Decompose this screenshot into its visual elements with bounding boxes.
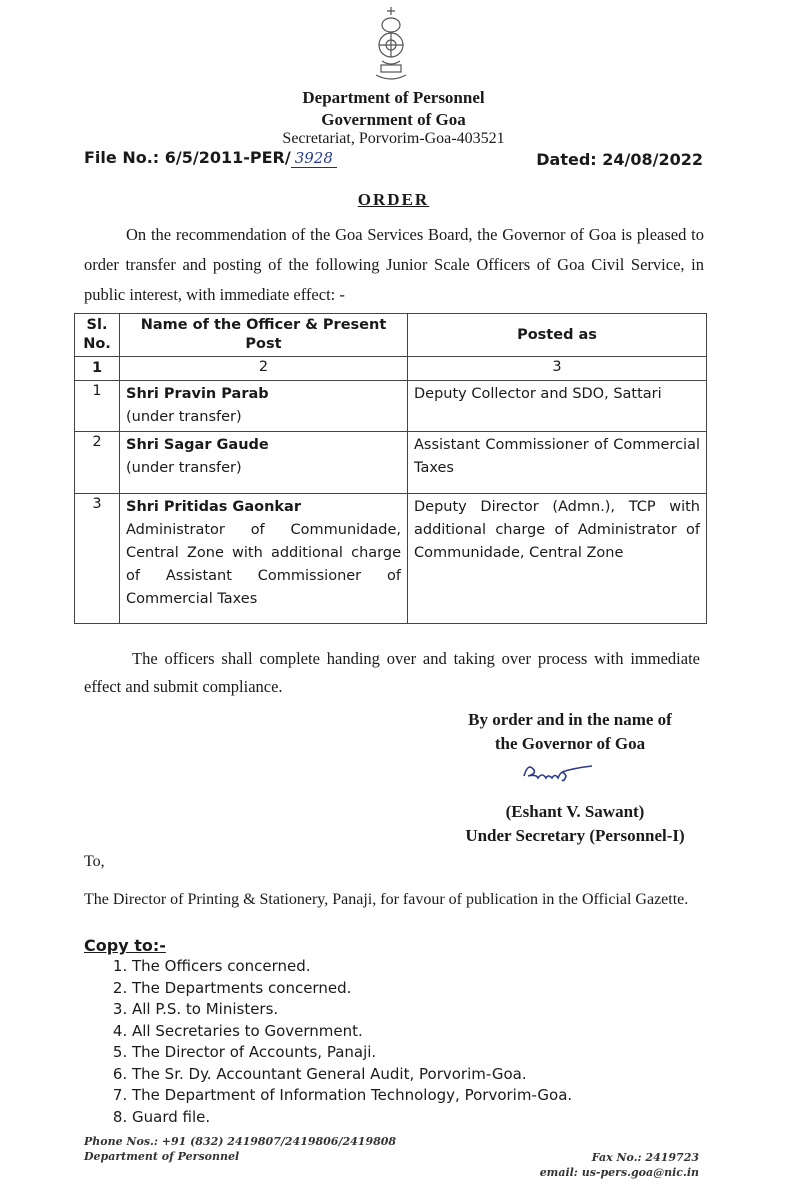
list-item: 2. The Departments concerned. (132, 978, 572, 1000)
file-prefix: File No.: 6/5/2011-PER/ (84, 148, 291, 167)
posted-as: Assistant Commissioner of Commercial Taxes (408, 432, 707, 494)
footer-email: email: us-pers.goa@nic.in (539, 1166, 699, 1179)
list-item: 5. The Director of Accounts, Panaji. (132, 1042, 572, 1064)
present-post: (under transfer) (126, 460, 242, 476)
list-item: 4. All Secretaries to Government. (132, 1021, 572, 1043)
list-item: 6. The Sr. Dy. Accountant General Audit, Porvorim-Goa. (132, 1064, 572, 1086)
header-posted-as: Posted as (408, 314, 707, 357)
footer-fax: Fax No.: 2419723 (591, 1151, 699, 1164)
file-number (84, 148, 337, 167)
row-sl: 1 (75, 381, 120, 432)
copy-to-list (84, 956, 572, 1128)
authority-line2: the Governor of Goa (494, 734, 646, 753)
table-row (75, 381, 707, 432)
row-officer (120, 381, 408, 432)
row-sl: 3 (75, 494, 120, 624)
colnum-1: 1 (75, 357, 120, 381)
table-header-row (75, 314, 707, 357)
department-heading: Department of Personnel (302, 88, 485, 107)
posted-as: Deputy Collector and SDO, Sattari (408, 381, 707, 432)
state-emblem-icon (368, 5, 414, 83)
list-item: 7. The Department of Information Technology, Porvorim-Goa. (132, 1085, 572, 1107)
footer-phone: Phone Nos.: +91 (832) 2419807/2419806/2419808 (84, 1135, 397, 1148)
header-officer-name: Name of the Officer & Present Post (120, 314, 408, 357)
signatory-name: (Eshant V. Sawant) (505, 802, 645, 821)
signatory-designation: Under Secretary (Personnel-I) (465, 826, 685, 845)
transfer-table (74, 313, 707, 624)
officer-name: Shri Pravin Parab (126, 386, 269, 402)
file-handwritten-number: 3928 (291, 149, 337, 168)
colnum-3: 3 (408, 357, 707, 381)
row-officer (120, 494, 408, 624)
row-sl: 2 (75, 432, 120, 494)
order-title (0, 190, 787, 210)
order-date: Dated: 24/08/2022 (536, 150, 703, 169)
footer-right (540, 1150, 699, 1180)
to-label: To, (84, 853, 105, 870)
table-colnum-row (75, 357, 707, 381)
intro-paragraph: On the recommendation of the Goa Services Board, the Governor of Goa is pleased to order transfer and posting of the following Junior Scale Officers of Goa Civil Service, in public interest, with immediate effect: - (84, 225, 704, 304)
header-sl-no: Sl. No. (75, 314, 120, 357)
row-officer (120, 432, 408, 494)
footer-dept: Department of Personnel (84, 1150, 240, 1163)
officer-name: Shri Pritidas Gaonkar (126, 499, 301, 515)
list-item: 3. All P.S. to Ministers. (132, 999, 572, 1021)
present-post: (under transfer) (126, 409, 242, 425)
posted-as: Deputy Director (Admn.), TCP with additional charge of Administrator of Communidade, Central Zone (408, 494, 707, 624)
present-post: Administrator of Communidade, Central Zone with additional charge of Assistant Commissioner of Commercial Taxes (126, 522, 401, 607)
signatory-block (420, 800, 730, 848)
list-item: 8. Guard file. (132, 1107, 572, 1129)
table-row (75, 432, 707, 494)
authority-block (430, 708, 710, 756)
order-title-text: ORDER (357, 190, 430, 209)
officer-name: Shri Sagar Gaude (126, 437, 269, 453)
footer-left (84, 1134, 396, 1164)
government-heading: Government of Goa (321, 110, 466, 129)
copy-to-label: Copy to:- (84, 936, 166, 955)
table-row (75, 494, 707, 624)
closing-paragraph: The officers shall complete handing over and taking over process with immediate effect and submit compliance. (84, 649, 700, 696)
address-line: Secretariat, Porvorim-Goa-403521 (282, 130, 505, 147)
signature (518, 758, 598, 788)
authority-line1: By order and in the name of (468, 710, 672, 729)
list-item: 1. The Officers concerned. (132, 956, 572, 978)
colnum-2: 2 (120, 357, 408, 381)
to-address: The Director of Printing & Stationery, Panaji, for favour of publication in the Official Gazette. (84, 891, 689, 908)
